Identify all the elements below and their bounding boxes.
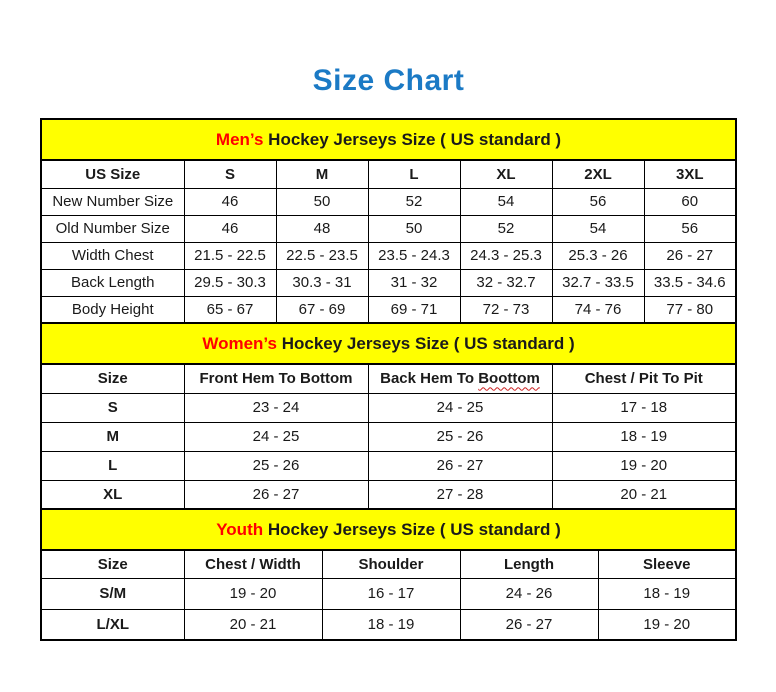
row-label: Width Chest: [41, 242, 184, 269]
table-row: [41, 422, 736, 451]
cell-value: 20 - 21: [184, 609, 322, 640]
row-label: XL: [41, 480, 184, 509]
table-row: [41, 188, 736, 215]
cell-value: 22.5 - 23.5: [276, 242, 368, 269]
womens-heading-accent: Women’s: [202, 333, 277, 353]
column-header-xl: XL: [460, 160, 552, 188]
youth-size-table: [40, 508, 737, 641]
mens-column-header-row: [41, 160, 736, 188]
row-label: Old Number Size: [41, 215, 184, 242]
womens-heading-rest: Hockey Jerseys Size ( US standard ): [276, 333, 575, 353]
youth-heading-accent: Youth: [216, 519, 264, 539]
row-label: L/XL: [41, 609, 184, 640]
column-header-m: M: [276, 160, 368, 188]
cell-value: 25 - 26: [184, 451, 368, 480]
cell-value: 25.3 - 26: [552, 242, 644, 269]
cell-value: 52: [368, 188, 460, 215]
row-label: M: [41, 422, 184, 451]
cell-value: 24 - 26: [460, 578, 598, 609]
cell-value: 77 - 80: [644, 296, 736, 323]
youth-section-header-row: [41, 509, 736, 550]
cell-value: 50: [368, 215, 460, 242]
cell-value: 32.7 - 33.5: [552, 269, 644, 296]
womens-section-header-row: [41, 323, 736, 364]
cell-value: 23.5 - 24.3: [368, 242, 460, 269]
table-row: [41, 269, 736, 296]
cell-value: 23 - 24: [184, 393, 368, 422]
column-header-size: Size: [41, 550, 184, 578]
column-header-back-hem: [368, 364, 552, 393]
row-label: New Number Size: [41, 188, 184, 215]
row-label: S/M: [41, 578, 184, 609]
mens-size-table: [40, 118, 737, 324]
womens-size-table: [40, 322, 737, 510]
cell-value: 72 - 73: [460, 296, 552, 323]
column-header-chest: Chest / Pit To Pit: [552, 364, 736, 393]
table-row: [41, 578, 736, 609]
mens-heading-accent: Men’s: [215, 129, 264, 149]
cell-value: 24.3 - 25.3: [460, 242, 552, 269]
column-header-shoulder: Shoulder: [322, 550, 460, 578]
cell-value: 33.5 - 34.6: [644, 269, 736, 296]
cell-value: 46: [184, 188, 276, 215]
cell-value: 20 - 21: [552, 480, 736, 509]
column-header-us-size: US Size: [41, 160, 184, 188]
row-label: S: [41, 393, 184, 422]
cell-value: 46: [184, 215, 276, 242]
cell-value: 26 - 27: [644, 242, 736, 269]
table-row: [41, 393, 736, 422]
cell-value: 24 - 25: [368, 393, 552, 422]
youth-heading-rest: Hockey Jerseys Size ( US standard ): [263, 519, 561, 539]
cell-value: 65 - 67: [184, 296, 276, 323]
mens-heading-rest: Hockey Jerseys Size ( US standard ): [263, 129, 562, 149]
size-chart-tables: [40, 118, 737, 641]
table-row: [41, 215, 736, 242]
column-header-l: L: [368, 160, 460, 188]
cell-value: 18 - 19: [552, 422, 736, 451]
cell-value: 56: [552, 188, 644, 215]
column-header-chest-width: Chest / Width: [184, 550, 322, 578]
cell-value: 16 - 17: [322, 578, 460, 609]
column-header-length: Length: [460, 550, 598, 578]
table-row: [41, 609, 736, 640]
cell-value: 30.3 - 31: [276, 269, 368, 296]
cell-value: 26 - 27: [368, 451, 552, 480]
cell-value: 69 - 71: [368, 296, 460, 323]
cell-value: 19 - 20: [184, 578, 322, 609]
cell-value: 18 - 19: [322, 609, 460, 640]
cell-value: 31 - 32: [368, 269, 460, 296]
column-header-3xl: 3XL: [644, 160, 736, 188]
page-title: Size Chart: [312, 64, 465, 97]
misspelled-word: Boottom: [478, 370, 540, 388]
cell-value: 50: [276, 188, 368, 215]
row-label: Body Height: [41, 296, 184, 323]
cell-value: 74 - 76: [552, 296, 644, 323]
youth-column-header-row: [41, 550, 736, 578]
cell-value: 48: [276, 215, 368, 242]
womens-section-header: [41, 323, 736, 364]
cell-value: 25 - 26: [368, 422, 552, 451]
cell-value: 32 - 32.7: [460, 269, 552, 296]
cell-value: 60: [644, 188, 736, 215]
cell-value: 27 - 28: [368, 480, 552, 509]
cell-value: 24 - 25: [184, 422, 368, 451]
mens-section-header-row: [41, 119, 736, 160]
column-header-s: S: [184, 160, 276, 188]
column-header-text: Back Hem To: [380, 370, 479, 388]
column-header-sleeve: Sleeve: [598, 550, 736, 578]
table-row: [41, 242, 736, 269]
mens-section-header: [41, 119, 736, 160]
cell-value: 52: [460, 215, 552, 242]
cell-value: 21.5 - 22.5: [184, 242, 276, 269]
womens-column-header-row: [41, 364, 736, 393]
column-header-2xl: 2XL: [552, 160, 644, 188]
table-row: [41, 296, 736, 323]
table-row: [41, 451, 736, 480]
cell-value: 67 - 69: [276, 296, 368, 323]
cell-value: 19 - 20: [598, 609, 736, 640]
column-header-front-hem: Front Hem To Bottom: [184, 364, 368, 393]
cell-value: 29.5 - 30.3: [184, 269, 276, 296]
row-label: L: [41, 451, 184, 480]
table-row: [41, 480, 736, 509]
cell-value: 56: [644, 215, 736, 242]
cell-value: 17 - 18: [552, 393, 736, 422]
cell-value: 18 - 19: [598, 578, 736, 609]
cell-value: 54: [552, 215, 644, 242]
row-label: Back Length: [41, 269, 184, 296]
cell-value: 54: [460, 188, 552, 215]
youth-section-header: [41, 509, 736, 550]
cell-value: 19 - 20: [552, 451, 736, 480]
cell-value: 26 - 27: [184, 480, 368, 509]
column-header-size: Size: [41, 364, 184, 393]
cell-value: 26 - 27: [460, 609, 598, 640]
